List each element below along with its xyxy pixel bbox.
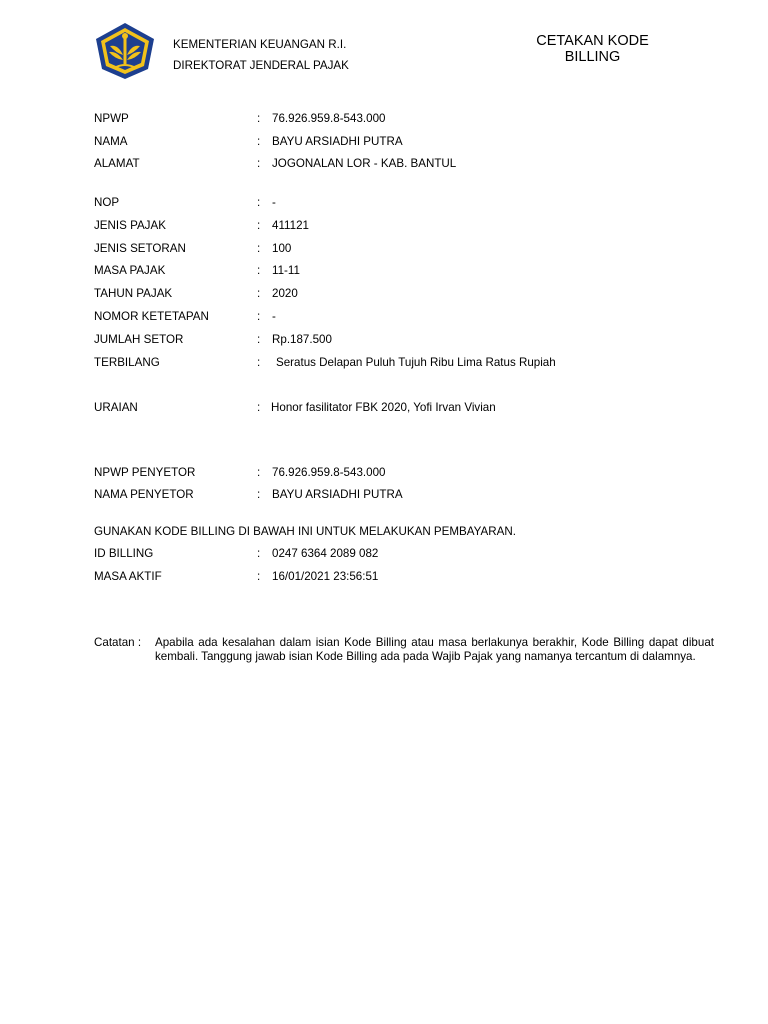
colon: :	[257, 112, 261, 125]
colon: :	[257, 401, 261, 414]
colon: :	[257, 570, 261, 583]
document-title-line1: CETAKAN KODE	[536, 33, 649, 49]
nama-label: NAMA	[94, 135, 128, 148]
jenis-pajak-label: JENIS PAJAK	[94, 219, 166, 232]
npwp-penyetor-label: NPWP PENYETOR	[94, 466, 196, 479]
billing-instruction-text: GUNAKAN KODE BILLING DI BAWAH INI UNTUK MELAKUKAN PEMBAYARAN.	[94, 525, 516, 538]
nop-value: -	[272, 196, 276, 209]
organization-header	[173, 34, 349, 76]
colon: :	[257, 196, 261, 209]
nomor-ketetapan-value: -	[272, 310, 276, 323]
document-title-line2: BILLING	[564, 49, 621, 65]
id-billing-value: 0247 6364 2089 082	[272, 547, 379, 560]
npwp-label: NPWP	[94, 112, 129, 125]
alamat-value: JOGONALAN LOR - KAB. BANTUL	[272, 157, 457, 170]
colon: :	[257, 333, 261, 346]
colon: :	[257, 287, 261, 300]
masa-aktif-value: 16/01/2021 23:56:51	[272, 570, 379, 583]
colon: :	[257, 356, 261, 369]
nomor-ketetapan-label: NOMOR KETETAPAN	[94, 310, 209, 323]
colon: :	[257, 135, 261, 148]
nama-penyetor-value: BAYU ARSIADHI PUTRA	[272, 488, 403, 501]
nama-value: BAYU ARSIADHI PUTRA	[272, 135, 403, 148]
alamat-label: ALAMAT	[94, 157, 140, 170]
nama-penyetor-label: NAMA PENYETOR	[94, 488, 194, 501]
uraian-label: URAIAN	[94, 401, 138, 414]
ministry-name: KEMENTERIAN KEUANGAN R.I.	[173, 38, 347, 51]
kemenkeu-emblem-icon	[94, 22, 156, 80]
note-text: Apabila ada kesalahan dalam isian Kode Billing atau masa berlakunya berakhir, Kode Billing dapat dibuat kembali. Tanggung jawab isian Kode Billing ada pada Wajib Pajak yang namanya tercantum di dalamnya.	[155, 636, 714, 663]
colon: :	[257, 310, 261, 323]
jumlah-setor-value: Rp.187.500	[272, 333, 332, 346]
document-title	[520, 33, 665, 65]
tahun-pajak-value: 2020	[272, 287, 298, 300]
id-billing-label: ID BILLING	[94, 547, 154, 560]
masa-pajak-value: 11-11	[272, 264, 300, 277]
uraian-value: Honor fasilitator FBK 2020, Yofi Irvan Vivian	[271, 401, 496, 414]
colon: :	[257, 242, 261, 255]
npwp-penyetor-value: 76.926.959.8-543.000	[272, 466, 386, 479]
masa-aktif-label: MASA AKTIF	[94, 570, 162, 583]
terbilang-label: TERBILANG	[94, 356, 160, 369]
colon: :	[257, 157, 261, 170]
colon: :	[257, 547, 261, 560]
terbilang-value: Seratus Delapan Puluh Tujuh Ribu Lima Ratus Rupiah	[276, 356, 556, 369]
colon: :	[257, 264, 261, 277]
jenis-pajak-value: 411121	[272, 219, 309, 232]
colon: :	[257, 219, 261, 232]
masa-pajak-label: MASA PAJAK	[94, 264, 166, 277]
jenis-setoran-label: JENIS SETORAN	[94, 242, 186, 255]
jenis-setoran-value: 100	[272, 242, 292, 255]
directorate-name: DIREKTORAT JENDERAL PAJAK	[173, 59, 349, 72]
colon: :	[257, 466, 261, 479]
nop-label: NOP	[94, 196, 120, 209]
colon: :	[257, 488, 261, 501]
tahun-pajak-label: TAHUN PAJAK	[94, 287, 173, 300]
npwp-value: 76.926.959.8-543.000	[272, 112, 386, 125]
jumlah-setor-label: JUMLAH SETOR	[94, 333, 184, 346]
note-label: Catatan :	[94, 636, 142, 649]
